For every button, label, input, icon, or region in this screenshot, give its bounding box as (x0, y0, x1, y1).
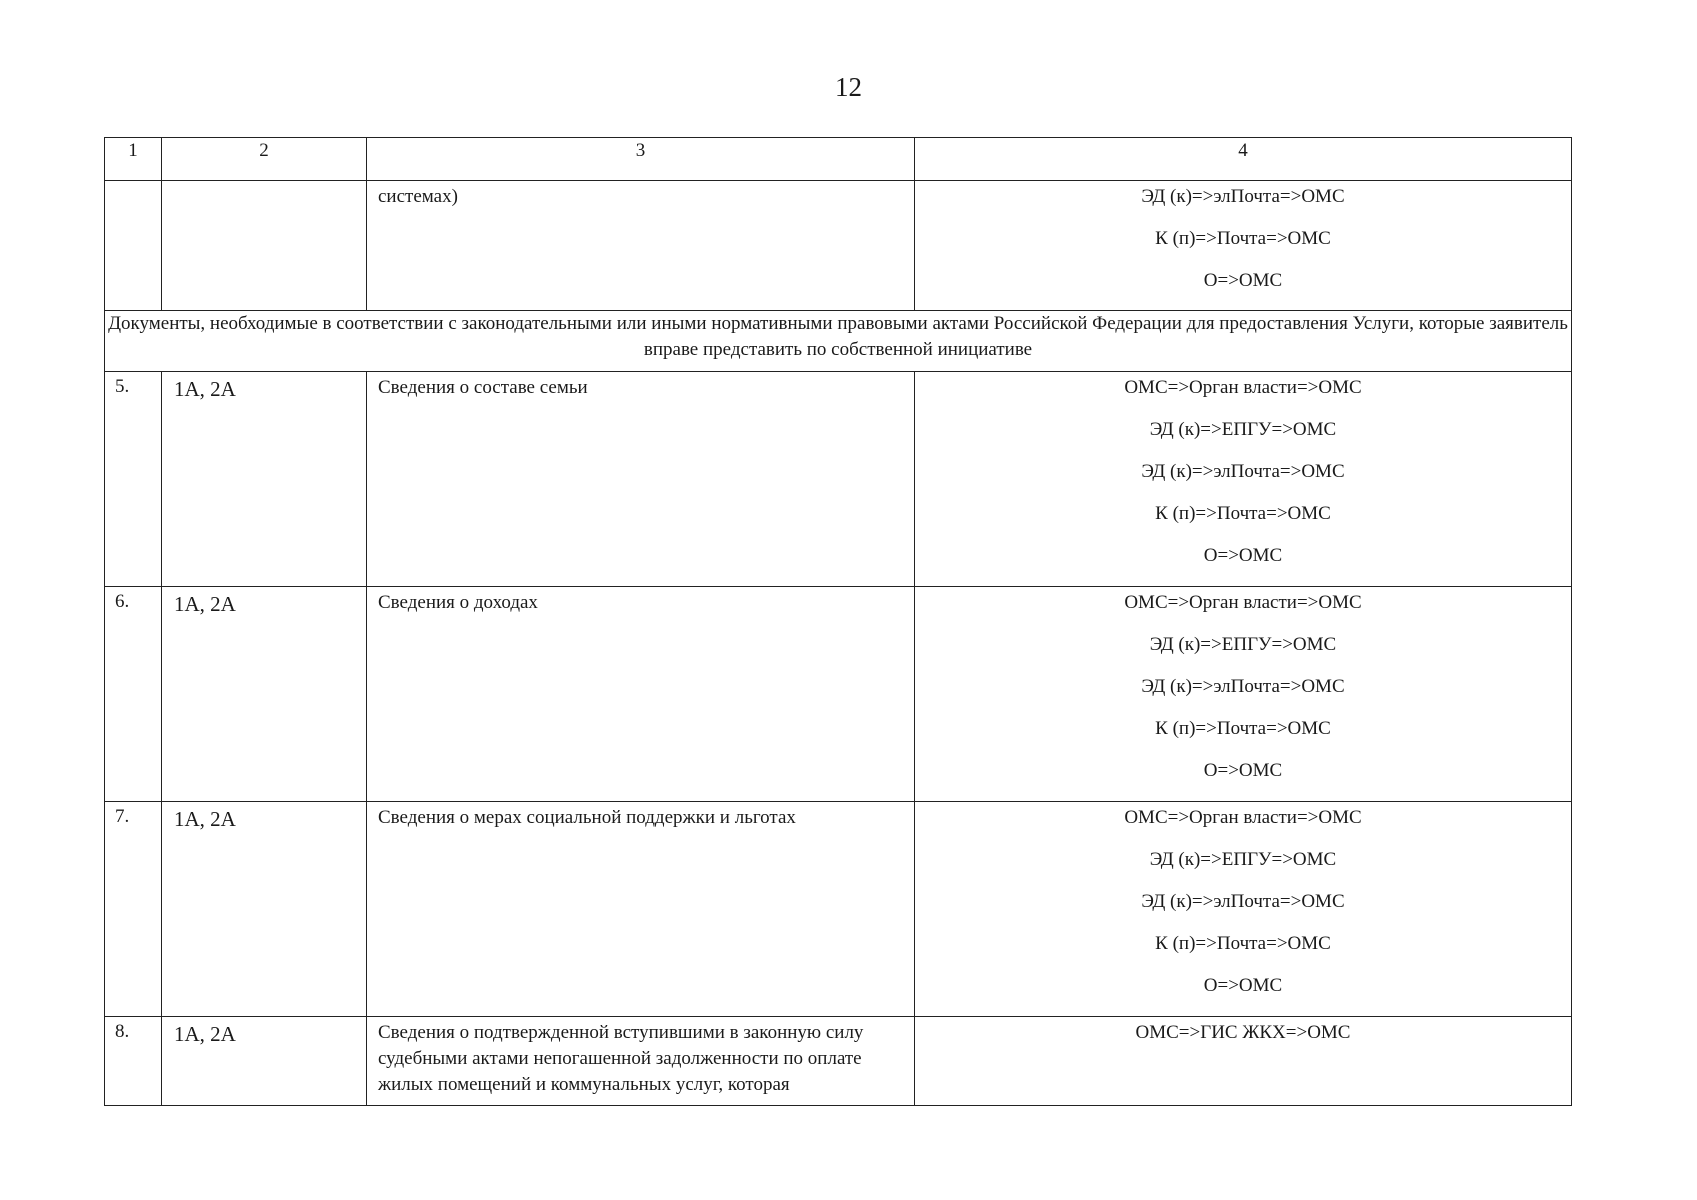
route-line: ОМС=>Орган власти=>ОМС (1124, 377, 1362, 398)
document-table (104, 137, 1572, 1106)
document-name-cell: Сведения о составе семьи (367, 372, 915, 587)
route-line: ЭД (к)=>элПочта=>ОМС (1141, 891, 1345, 912)
document-name-cell: Сведения о мерах социальной поддержки и льготах (367, 802, 915, 1017)
number-cell: 5. (105, 372, 162, 587)
column-header: 1 (105, 138, 162, 181)
category-cell: 1А, 2А (162, 372, 367, 587)
table-row (105, 1017, 1572, 1106)
routes-cell (915, 1017, 1572, 1106)
route-line: ОМС=>ГИС ЖКХ=>ОМС (1135, 1022, 1351, 1043)
category-cell: 1А, 2А (162, 587, 367, 802)
routes-cell (915, 802, 1572, 1017)
route-line: О=>ОМС (1203, 760, 1283, 781)
routes-cell (915, 372, 1572, 587)
route-line: К (п)=>Почта=>ОМС (1155, 933, 1331, 954)
route-line: О=>ОМС (1203, 545, 1283, 566)
route-line: О=>ОМС (1203, 975, 1283, 996)
route-line: О=>ОМС (1203, 270, 1283, 291)
route-line: ЭД (к)=>ЕПГУ=>ОМС (1149, 419, 1337, 440)
route-line: К (п)=>Почта=>ОМС (1155, 503, 1331, 524)
column-header: 4 (915, 138, 1572, 181)
route-line: К (п)=>Почта=>ОМС (1155, 228, 1331, 249)
document-name-cell: Сведения о подтвержденной вступившими в законную силу судебными актами непогашенной задолженности по оплате жилых помещений и коммунальных услуг, которая (367, 1017, 915, 1106)
number-cell (105, 181, 162, 311)
number-cell: 8. (105, 1017, 162, 1106)
page-number: 12 (835, 72, 862, 102)
section-header-row (105, 311, 1572, 372)
number-cell: 6. (105, 587, 162, 802)
route-line: ЭД (к)=>ЕПГУ=>ОМС (1149, 634, 1337, 655)
column-header: 2 (162, 138, 367, 181)
table-row (105, 372, 1572, 587)
category-cell: 1А, 2А (162, 1017, 367, 1106)
category-cell: 1А, 2А (162, 802, 367, 1017)
route-line: ЭД (к)=>элПочта=>ОМС (1141, 186, 1345, 207)
route-line: ОМС=>Орган власти=>ОМС (1124, 807, 1362, 828)
routes-cell (915, 587, 1572, 802)
route-line: ЭД (к)=>элПочта=>ОМС (1141, 676, 1345, 697)
table-row-continuation (105, 181, 1572, 311)
table-row (105, 802, 1572, 1017)
table-header-row (105, 138, 1572, 181)
route-line: ЭД (к)=>ЕПГУ=>ОМС (1149, 849, 1337, 870)
document-name-cell: Сведения о доходах (367, 587, 915, 802)
route-line: ОМС=>Орган власти=>ОМС (1124, 592, 1362, 613)
table-row (105, 587, 1572, 802)
category-cell (162, 181, 367, 311)
route-line: К (п)=>Почта=>ОМС (1155, 718, 1331, 739)
document-name-cell: системах) (367, 181, 915, 311)
route-line: ЭД (к)=>элПочта=>ОМС (1141, 461, 1345, 482)
routes-cell (915, 181, 1572, 311)
section-title: Документы, необходимые в соответствии с законодательными или иными нормативными правовыми актами Российской Федерации для предоставления Услуги, которые заявитель вправе представить по собственной инициативе (105, 311, 1572, 372)
column-header: 3 (367, 138, 915, 181)
number-cell: 7. (105, 802, 162, 1017)
